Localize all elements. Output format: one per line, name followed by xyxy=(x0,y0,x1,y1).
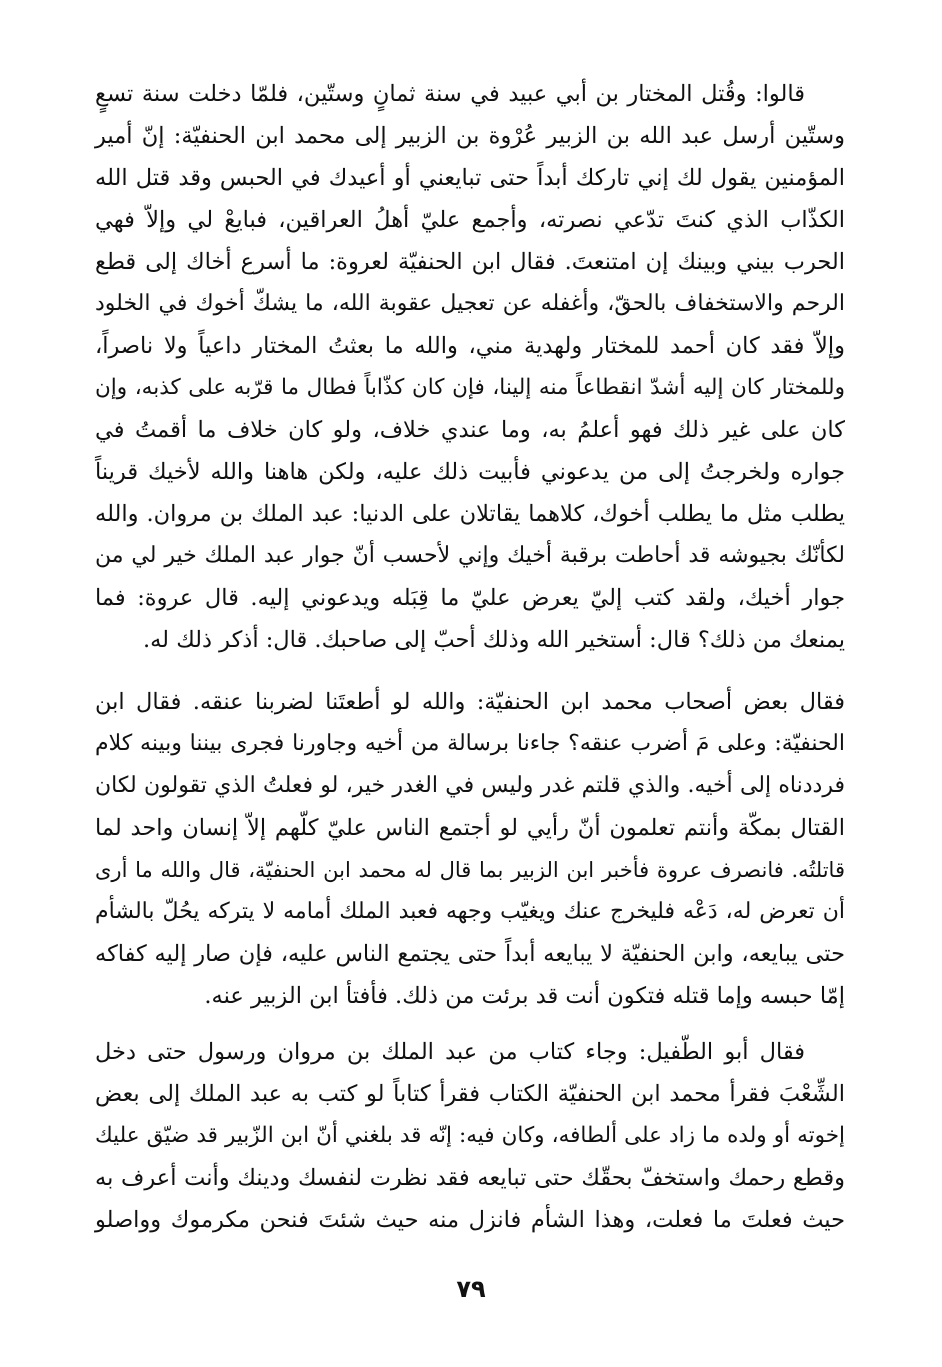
text-line: القتال بمكّة وأنتم تعلمون أنّ رأيي لو أجتمع الناس عليّ كلّهم إلاّ إنسان واحد لما xyxy=(95,815,845,841)
text-line: الحنفيّة: وعلى مَ أضرب عنقه؟ جاءنا برسالة من أخيه وجاورنا فجرى بيننا وبينه كلام xyxy=(95,731,845,756)
text-line: فقال بعض أصحاب محمد ابن الحنفيّة: والله لو أطعتَنا لضربنا عنقه. فقال ابن xyxy=(95,689,845,715)
text-line: جواره ولخرجتُ إلى من يدعوني فأبيت ذلك عليه، ولكن هاهنا والله لأخيك قريناً xyxy=(95,459,845,485)
paragraph-3 xyxy=(95,1031,845,1241)
text-line: جوار أخيك، ولقد كتب إليّ يعرض عليّ ما قِبَله ويدعوني إليه. قال عروة: فما xyxy=(95,585,845,611)
text-line: لكأنّك بجيوشه قد أحاطت برقبة أخيك وإني لأحسب أنّ جوار عبد الملك خير لي من xyxy=(95,543,845,568)
text-line: قالوا: وقُتل المختار بن أبي عبيد في سنة ثمانٍ وستّين، فلمّا دخلت سنة تسعٍ xyxy=(95,81,805,107)
paragraph-1 xyxy=(95,73,845,661)
text-line: وقطع رحمك واستخفّ بحقّك حتى تبايعه فقد نظرت لنفسك ودينك وأنت أعرف به xyxy=(95,1165,845,1191)
text-line: يمنعك من ذلك؟ قال: أستخير الله وذلك أحبّ إلى صاحبك. قال: أذكر ذلك له. xyxy=(142,627,845,653)
text-line: فرددناه إلى أخيه. والذي قلتم غدر وليس في الغدر خير، لو فعلتُ الذي تقولون لكان xyxy=(95,773,845,798)
text-line: حيث فعلتَ ما فعلت، وهذا الشأم فانزل منه حيث شئتَ فنحن مكرموك وواصلو xyxy=(95,1207,845,1233)
text-line: وإلاّ فقد كان أحمد للمختار ولهدية مني، والله ما بعثتُ المختار داعياً ولا ناصراً، xyxy=(95,333,845,359)
text-line: الشِّعْبَ فقرأ محمد ابن الحنفيّة الكتاب فقرأ كتاباً لو كتب به عبد الملك إلى بعض xyxy=(95,1081,845,1107)
paragraph-2 xyxy=(95,681,845,1017)
text-line: كان على غير ذلك فهو أعلمُ به، وما عندي خلاف، ولو كان خلاف ما أقمتُ في xyxy=(95,417,845,443)
text-line: الحرب بيني وبينك إن امتنعتَ. فقال ابن الحنفيّة لعروة: ما أسرع أخاك إلى قطع xyxy=(95,249,845,275)
page-number: ٧٩ xyxy=(456,1275,486,1303)
text-line: إخوته أو ولده ما زاد على ألطافه، وكان فيه: إنّه قد بلغني أنّ ابن الزّبير قد ضيّق عليك xyxy=(95,1123,845,1148)
text-line: إمّا حبسه وإما قتله فتكون أنت قد برئت من ذلك. فأفتأ ابن الزبير عنه. xyxy=(204,983,845,1009)
text-line: وستّين أرسل عبد الله بن الزبير عُرْوة بن الزبير إلى محمد ابن الحنفيّة: إنّ أمير xyxy=(95,123,845,149)
text-line: أن تعرض له، دَعْه فليخرج عنك ويغيّب وجهه فعبد الملك أمامه لا يتركه يحُلّ بالشأم xyxy=(95,899,845,924)
text-line: وللمختار كان إليه أشدّ انقطاعاً منه إلينا، فإن كان كذّاباً فطال ما قرّبه على كذبه، وإن xyxy=(95,375,845,400)
text-line: فقال أبو الطّفيل: وجاء كتاب من عبد الملك بن مروان ورسول حتى دخل xyxy=(95,1039,805,1065)
text-line: قاتلتُه. فانصرف عروة فأخبر ابن الزبير بما قال له محمد ابن الحنفيّة، قال والله ما أرى xyxy=(95,858,845,882)
text-line: الرحم والاستخفاف بالحقّ، وأغفله عن تعجيل عقوبة الله، ما يشكّ أخوك في الخلود xyxy=(95,291,845,316)
text-line: المؤمنين يقول لك إني تاركك أبداً حتى تبايعني أو أعيدك في الحبس وقد قتل الله xyxy=(95,165,845,191)
text-line: الكذّاب الذي كنتَ تدّعي نصرته، وأجمع عليّ أهلُ العراقين، فبايعْ لي وإلاّ فهي xyxy=(95,207,845,233)
text-line: حتى يبايعه، وابن الحنفيّة لا يبايعه أبداً حتى يجتمع الناس عليه، فإن صار إليه كفاكه xyxy=(95,941,845,967)
text-line: يطلب مثل ما يطلب أخوك، كلاهما يقاتلان على الدنيا: عبد الملك بن مروان. والله xyxy=(95,501,845,527)
